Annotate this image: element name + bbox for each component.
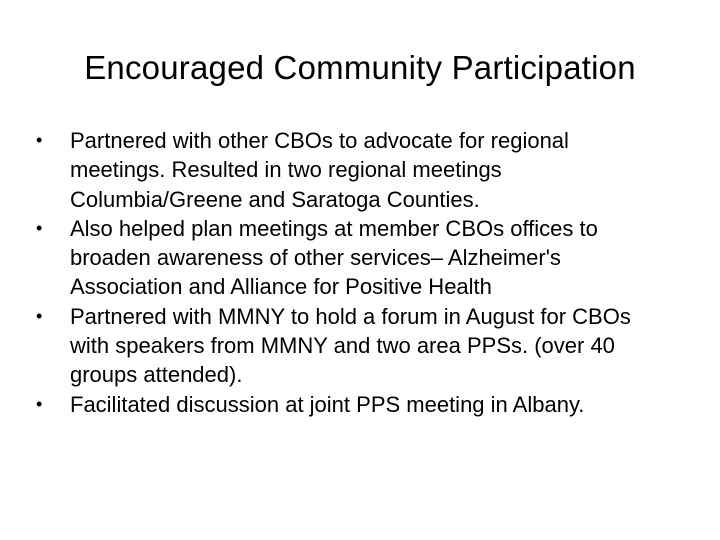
- bullet-item: [36, 302, 656, 390]
- bullet-icon: •: [36, 217, 43, 238]
- bullet-text: Also helped plan meetings at member CBOs offices to broaden awareness of other services– Alzheimer's Association and Alliance for Positive Health: [70, 215, 598, 300]
- bullet-text: Facilitated discussion at joint PPS meeting in Albany.: [70, 391, 585, 417]
- bullet-text: Partnered with other CBOs to advocate for regional meetings. Resulted in two regional meetings Columbia/Greene and Saratoga Counties.: [70, 128, 569, 212]
- bullet-list: [36, 126, 656, 419]
- bullet-icon: •: [36, 130, 43, 150]
- bullet-item: [36, 126, 656, 214]
- bullet-text: Partnered with MMNY to hold a forum in August for CBOs with speakers from MMNY and two area PPSs. (over 40 groups attended).: [70, 303, 631, 388]
- bullet-icon: •: [36, 305, 43, 326]
- slide-title: Encouraged Community Participation: [84, 49, 636, 86]
- bullet-item: [36, 390, 656, 419]
- bullet-icon: •: [36, 393, 43, 414]
- bullet-item: [36, 214, 656, 302]
